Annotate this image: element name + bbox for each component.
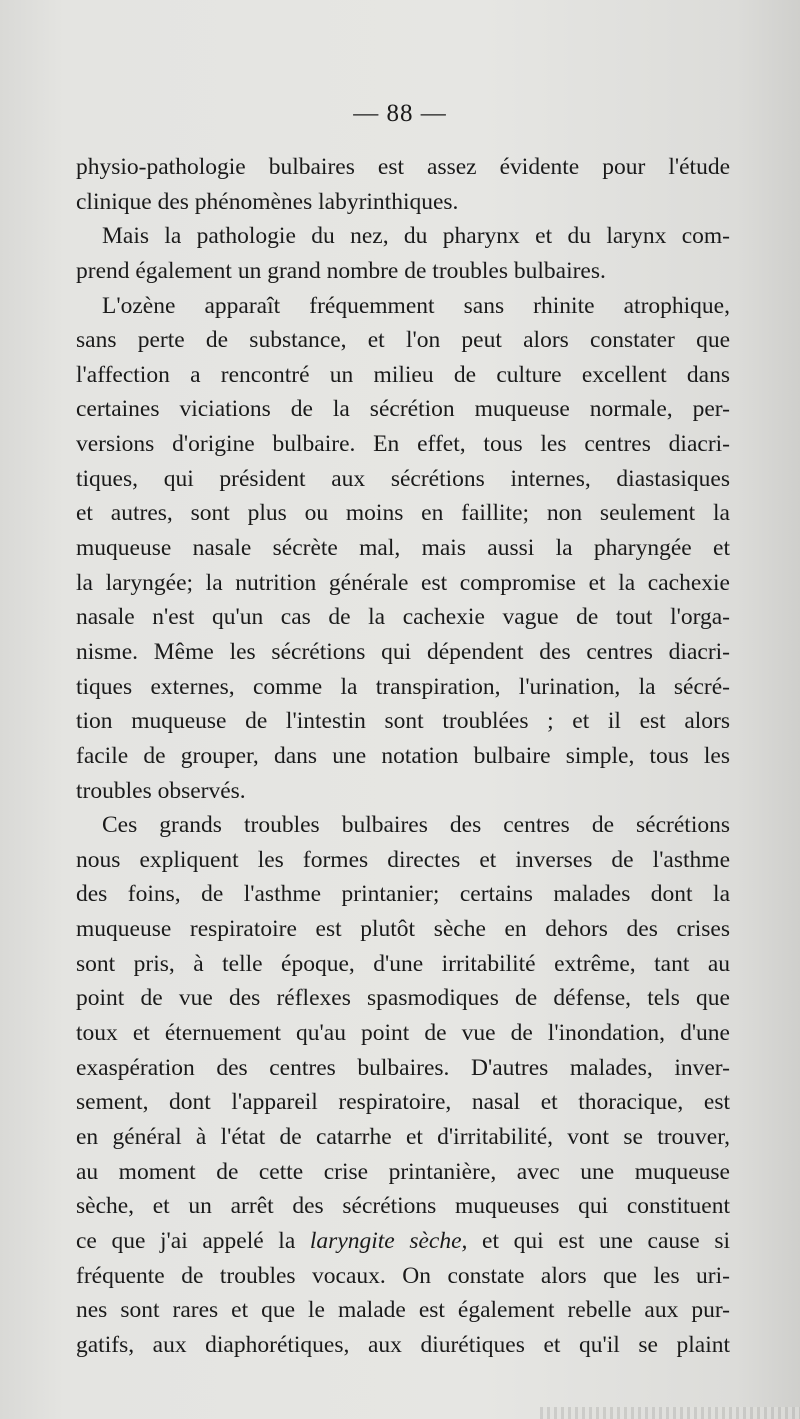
text-line: tion muqueuse de l'intestin sont troublées ; et il est alors: [76, 708, 730, 735]
text-line: en général à l'état de catarrhe et d'irritabilité, vont se trouver,: [76, 1123, 730, 1150]
text-line: nasale n'est qu'un cas de la cachexie vague de tout l'orga-: [76, 604, 730, 631]
text-line: sement, dont l'appareil respiratoire, nasal et thoracique, est: [76, 1089, 730, 1116]
text-line: tiques, qui président aux sécrétions internes, diastasiques: [76, 465, 730, 492]
text-line: certaines viciations de la sécrétion muqueuse normale, per-: [76, 396, 730, 423]
text-line: muqueuse nasale sécrète mal, mais aussi la pharyngée et: [76, 535, 730, 562]
text-line: ce que j'ai appelé la laryngite sèche, et qui est une cause si: [76, 1227, 731, 1254]
text-line: la laryngée; la nutrition générale est compromise et la cachexie: [76, 569, 730, 596]
text-line: sont pris, à telle époque, d'une irritabilité extrême, tant au: [76, 950, 730, 977]
text-line: des foins, de l'asthme printanier; certains malades dont la: [76, 881, 730, 908]
page-number: — 88 —: [353, 100, 447, 127]
text-line: Ces grands troubles bulbaires des centres de sécrétions: [102, 812, 730, 839]
text-line: L'ozène apparaît fréquemment sans rhinite atrophique,: [102, 292, 730, 319]
text-line: facile de grouper, dans une notation bulbaire simple, tous les: [76, 742, 730, 769]
text-line: troubles observés.: [76, 777, 246, 804]
text-line: au moment de cette crise printanière, avec une muqueuse: [76, 1158, 730, 1185]
text-line: toux et éternuement qu'au point de vue de l'inondation, d'une: [76, 1020, 730, 1047]
text-line: point de vue des réflexes spasmodiques de défense, tels que: [76, 985, 730, 1012]
text-line: et autres, sont plus ou moins en faillite; non seulement la: [76, 500, 730, 527]
text-line: l'affection a rencontré un milieu de culture excellent dans: [76, 361, 730, 388]
paragraph: [76, 289, 730, 809]
text-line: nes sont rares et que le malade est également rebelle aux pur-: [76, 1297, 730, 1324]
text-line: muqueuse respiratoire est plutôt sèche en dehors des crises: [76, 916, 730, 943]
text-line: Mais la pathologie du nez, du pharynx et du larynx com-: [102, 223, 730, 250]
paragraph: [76, 150, 730, 219]
paragraph: [76, 808, 730, 1362]
paragraph: [76, 219, 730, 288]
text-line: sans perte de substance, et l'on peut alors constater que: [76, 327, 730, 354]
scan-edge-artifact: [540, 1407, 800, 1419]
text-line: clinique des phénomènes labyrinthiques.: [76, 188, 459, 215]
text-line: prend également un grand nombre de troubles bulbaires.: [76, 257, 606, 284]
text-line: physio-pathologie bulbaires est assez évidente pour l'étude: [76, 154, 730, 180]
text-line: nous expliquent les formes directes et inverses de l'asthme: [76, 846, 730, 873]
text-line: versions d'origine bulbaire. En effet, tous les centres diacri-: [76, 431, 730, 458]
text-line: sèche, et un arrêt des sécrétions muqueuses qui constituent: [76, 1193, 730, 1220]
body-text: [76, 150, 730, 1362]
italic-term: laryngite sèche,: [309, 1227, 468, 1254]
text-line: gatifs, aux diaphorétiques, aux diurétiques et qu'il se plaint: [76, 1331, 730, 1358]
text-line: fréquente de troubles vocaux. On constate alors que les uri-: [76, 1262, 730, 1289]
text-line: nisme. Même les sécrétions qui dépendent des centres diacri-: [76, 638, 730, 665]
text-line: tiques externes, comme la transpiration, l'urination, la sécré-: [76, 673, 730, 700]
text-line: exaspération des centres bulbaires. D'autres malades, inver-: [76, 1054, 730, 1081]
